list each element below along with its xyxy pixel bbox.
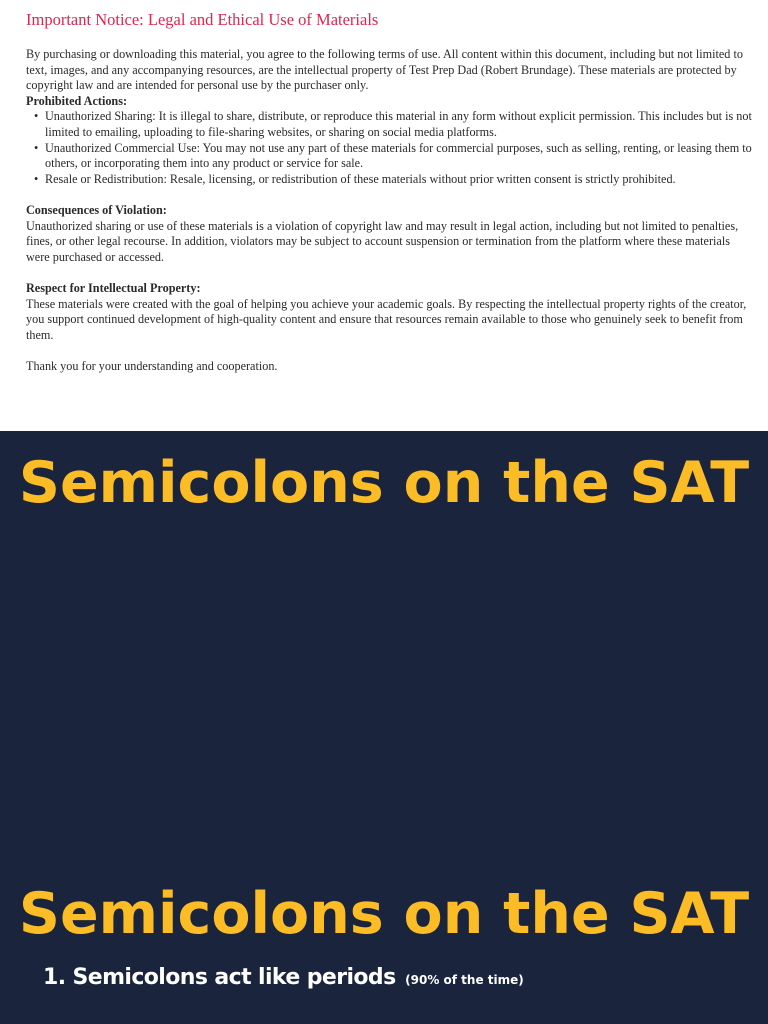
legal-notice (0, 0, 768, 431)
list-item: • Resale or Redistribution: Resale, licensing, or redistribution of these materials without prior written consent is strictly prohibited. (45, 172, 752, 188)
respect-text: These materials were created with the goal of helping you achieve your academic goals. By respecting the intellectual property rights of the creator, you support continued development of high-quality content and ensure that resources remain available to those who genuinely seek to benefit from them. (26, 296, 747, 342)
prohibited-actions-section (26, 94, 752, 188)
slide-point (43, 965, 524, 990)
closing-text: Thank you for your understanding and cooperation. (26, 358, 278, 373)
notice-intro: By purchasing or downloading this material, you agree to the following terms of use. All content within this document, including but not limited to text, images, and any accompanying resources, are the intellectual property of Test Prep Dad (Robert Brundage). These materials are protected by copyright law and are intended for personal use by the purchaser only. (26, 47, 743, 93)
notice-title: Important Notice: Legal and Ethical Use of Materials (26, 10, 379, 29)
prohibited-actions-heading: Prohibited Actions: (26, 93, 128, 108)
slide-point-text: 1. Semicolons act like periods (43, 965, 396, 990)
list-item: • Unauthorized Sharing: It is illegal to share, distribute, or reproduce this material in any form without explicit permission. This includes but is not limited to emailing, uploading to file-sharing websites, or sharing on social media platforms. (45, 109, 752, 140)
list-item: • Unauthorized Commercial Use: You may not use any part of these materials for commercial purposes, such as selling, renting, or leasing them to others, or incorporating them into any product or service for sale. (45, 141, 752, 172)
consequences-text: Unauthorized sharing or use of these materials is a violation of copyright law and may result in legal action, including but not limited to penalties, fines, or other legal recourse. In addition, violators may be subject to account suspension or termination from the platform where these materials were purchased or accessed. (26, 218, 739, 264)
slide-title: Semicolons on the SAT (18, 450, 750, 516)
respect-heading: Respect for Intellectual Property: (26, 280, 201, 295)
consequences-section (26, 203, 752, 265)
respect-section (26, 281, 752, 343)
slides-area (0, 431, 768, 1024)
slide-point-note: (90% of the time) (405, 973, 524, 987)
prohibited-actions-list (26, 109, 752, 187)
consequences-heading: Consequences of Violation: (26, 202, 167, 217)
slide-title: Semicolons on the SAT (18, 881, 750, 947)
